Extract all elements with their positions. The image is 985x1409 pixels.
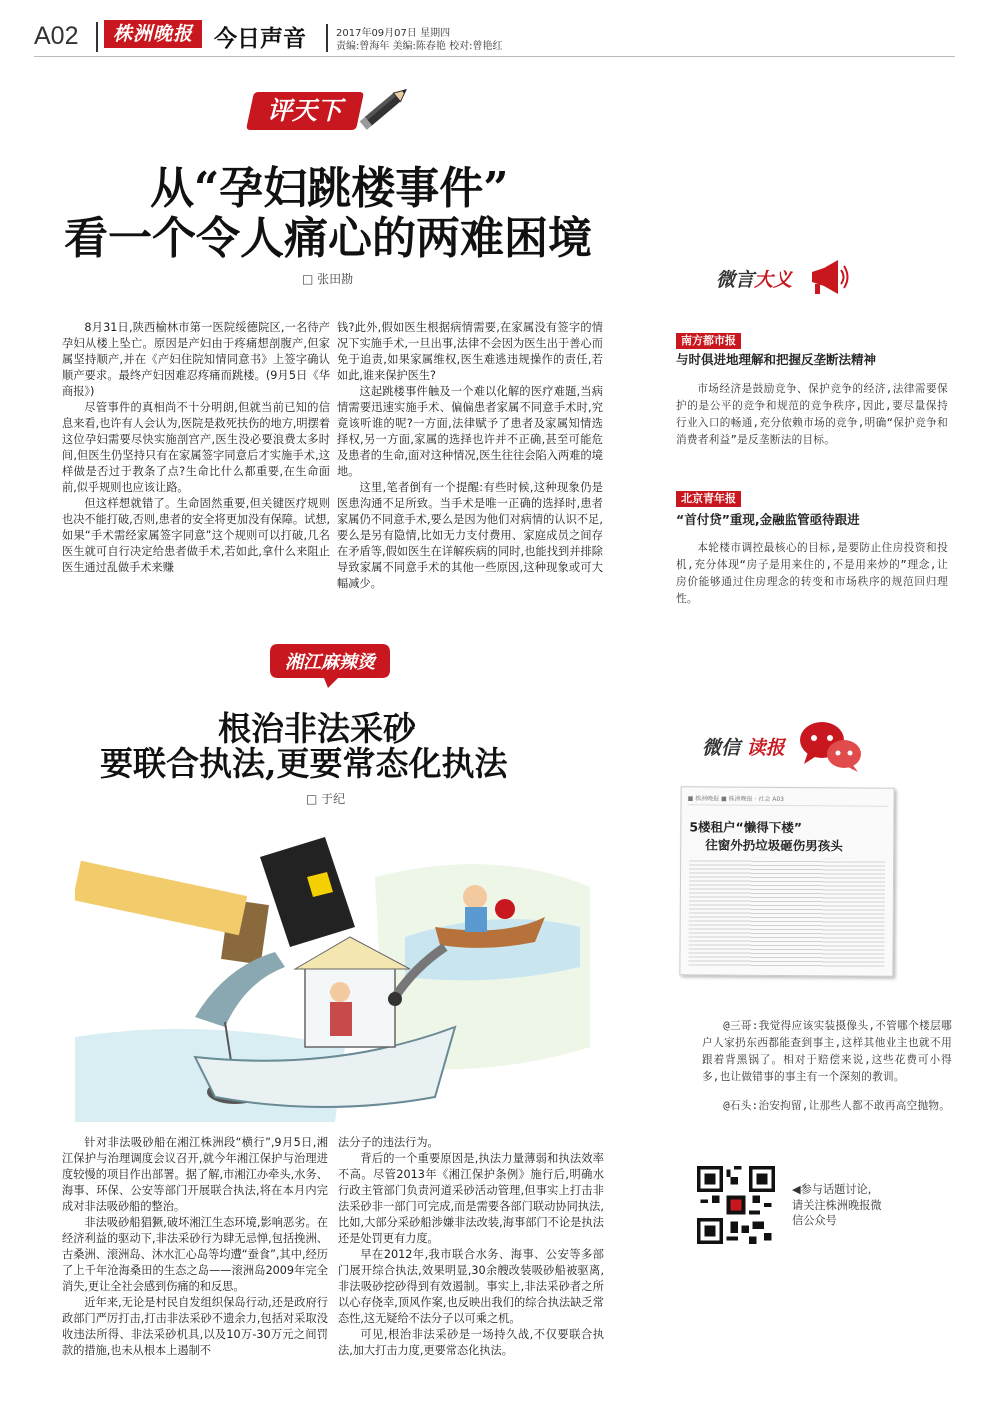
headline-line-2: 看一个令人痛心的两难困境 bbox=[64, 213, 592, 264]
paragraph: 这里,笔者倒有一个提醒:有些时候,这种现象仍是医患沟通不足所致。当手术是唯一正确的选择时,患者家属仍不同意手术,要么是因为他们对病情的认识不足,要么是另有隐情,比如无力支付费用、家庭成员之间存在矛盾等,假如医生在详解疾病的同时,也能找到并排除导致家属不同意手术的其他一些原因,这种现象或可大幅减少。 bbox=[337, 481, 603, 590]
headline-line-1: 根治非法采砂 bbox=[218, 709, 416, 748]
column-label-weiyandayi bbox=[716, 265, 792, 292]
headline-line-2: 要联合执法,更要常态化执法 bbox=[100, 744, 508, 783]
paragraph: 尽管事件的真相尚不十分明朗,但就当前已知的信息来看,也许有人会认为,医院是救死扶伤的地方,明摆着这位孕妇需要尽快实施剖宫产,医生没必要浪费太多时间,但医生仍坚持只有在家属签字同意后才实施手术,这样做是否过于教条了点?生命比什么都重要,在生命面前,似乎规则也应该让路。 bbox=[62, 401, 330, 494]
label-prefix: 微信 bbox=[702, 737, 741, 759]
label-accent: 大义 bbox=[754, 269, 793, 291]
article-column-2 bbox=[338, 1135, 604, 1359]
column-label-xiangjiang: 湘江麻辣烫 bbox=[285, 652, 375, 673]
column-label-text: 评天下 bbox=[267, 96, 343, 125]
excerpt-quote bbox=[676, 381, 948, 449]
megaphone-icon bbox=[806, 256, 850, 300]
section-title: 今日声音 bbox=[214, 26, 306, 52]
column-label-weixin-dubao bbox=[702, 733, 785, 760]
article-column-1 bbox=[62, 1135, 328, 1359]
qr-code[interactable] bbox=[697, 1166, 775, 1244]
reader-comment: @石头:治安拘留,让那些人都不敢再高空抛物。 bbox=[723, 1100, 951, 1112]
clipping-title-line-2: 往窗外扔垃圾砸伤男孩头 bbox=[705, 837, 843, 854]
paragraph: 针对非法吸砂船在湘江株洲段“横行”,9月5日,湘江保护与治理调度会议召开,就今年湘江保护与治理进度较慢的项目作出部署。据了解,市湘江办牵头,水务、海事、环保、公安等部门开展联合执法,将在本月内完成对非法吸砂船的整治。 bbox=[62, 1136, 328, 1213]
byline: □ 于纪 bbox=[306, 792, 346, 806]
reader-comments bbox=[702, 1018, 952, 1115]
issue-date: 2017年09月07日 星期四 bbox=[336, 28, 451, 39]
clipping-header: ■ 株洲晚报 ■ 株洲晚报 · 社会 A03 bbox=[688, 793, 888, 806]
pencil-icon bbox=[355, 78, 415, 138]
header-rule bbox=[34, 56, 955, 57]
paragraph: 8月31日,陕西榆林市第一医院绥德院区,一名待产孕妇从楼上坠亡。原因是产妇由于疼痛想剖腹产,但家属坚持顺产,并在《产妇住院知情同意书》上签字确认顺产要求。最终产妇因难忍疼痛而跳楼。(9月5日《华商报》) bbox=[62, 321, 330, 398]
quote-text: 市场经济是鼓励竞争、保护竞争的经济,法律需要保护的是公平的竞争和规范的竞争秩序,因此,要尽量保持行业入口的畅通,充分依赖市场的竞争,明确“保护竞争和消费者利益”是反垄断法的目标。 bbox=[676, 383, 948, 446]
header-divider bbox=[96, 22, 98, 52]
paragraph: 近年来,无论是村民自发组织保岛行动,还是政府行政部门严厉打击,打击非法采砂不遗余力,包括对采取没收违法所得、非法采砂机具,以及10万-30万元之间罚款的措施,也未从根本上遏制不 bbox=[62, 1296, 328, 1357]
paragraph: 但这样想就错了。生命固然重要,但关键医疗规则也决不能打破,否则,患者的安全将更加没有保障。试想,如果“手术需经家属签字同意”这个规则可以打破,几名医生就可自行决定给患者做手术,若如此,拿什么来阻止医生通过乱做手术来赚 bbox=[62, 497, 330, 574]
header-divider bbox=[326, 24, 328, 52]
article-column-2 bbox=[337, 320, 603, 592]
excerpt-headline: “首付贷”重现,金融监管亟待跟进 bbox=[676, 512, 860, 527]
masthead-logo: 株洲晚报 bbox=[104, 20, 202, 48]
paragraph: 早在2012年,我市联合水务、海事、公安等多部门展开综合执法,效果明显,30余艘改装吸砂船被驱离,非法吸砂挖砂得到有效遏制。事实上,非法采砂者之所以心存侥幸,顶风作案,也反映出我们的综合执法缺乏常态性,这无疑给不法分子以可乘之机。 bbox=[338, 1248, 604, 1325]
excerpt-quote bbox=[676, 540, 948, 608]
clipping-title-line-1: 5楼租户“懒得下楼” bbox=[689, 819, 803, 836]
excerpt-headline: 与时俱进地理解和把握反垄断法精神 bbox=[676, 352, 877, 367]
newspaper-clipping bbox=[679, 786, 894, 976]
paragraph: 背后的一个重要原因是,执法力量薄弱和执法效率不高。尽管2013年《湘江保护条例》施行后,明确水行政主管部门负责河道采砂活动管理,但事实上打击非法采砂非一部门可完成,而是需要各部门联动协同执法,比如,大部分采砂船涉嫌非法改装,海事部门不论是执法还是处罚更有力度。 bbox=[338, 1152, 604, 1245]
column-label-pingtianxia bbox=[246, 92, 364, 130]
clipping-body-texture bbox=[688, 857, 885, 968]
label-accent: 读报 bbox=[746, 737, 785, 759]
byline: □ 张田勘 bbox=[302, 272, 354, 286]
paragraph: 钱?此外,假如医生根据病情需要,在家属没有签字的情况下实施手术,一旦出事,法律不会因为医生出于善心而免于追责,如果家属维权,医生难逃违规操作的责任,若如此,谁来保护医生? bbox=[337, 321, 603, 382]
hammer-icon bbox=[75, 837, 355, 964]
source-tag: 北京青年报 bbox=[676, 491, 741, 507]
wechat-icon bbox=[798, 718, 862, 774]
reader-comment: @三哥:我觉得应该实装摄像头,不管哪个楼层哪户人家扔东西都能查到事主,这样其他业主也就不用跟着背黑锅了。相对于赔偿来说,这些花费可小得多,也让做错事的事主有一个深刻的教训。 bbox=[702, 1020, 952, 1083]
article-column-1 bbox=[62, 320, 330, 576]
cartoon-illustration bbox=[75, 817, 590, 1122]
quote-text: 本轮楼市调控最核心的目标,是要防止住房投资和投机,充分体现“房子是用来住的,不是用来炒的”理念,让房价能够通过住房理念的转变和市场秩序的规范回归理性。 bbox=[676, 542, 948, 605]
paragraph: 这起跳楼事件触及一个难以化解的医疗难题,当病情需要迅速实施手术、偏偏患者家属不同意手术时,究竟该听谁的呢?一方面,法律赋予了患者及家属知情选择权,另一方面,家属的选择也许并不正确,甚至可能危及患者的生命,面对这种情况,医生往往会陷入两难的境地。 bbox=[337, 385, 603, 478]
label-prefix: 微言 bbox=[716, 269, 755, 291]
headline-line-1: 从“孕妇跳楼事件” bbox=[150, 163, 509, 214]
editor-credits: 责编:曾海年 美编:陈春艳 校对:曾艳红 bbox=[336, 41, 503, 52]
paragraph: 法分子的违法行为。 bbox=[338, 1136, 439, 1149]
qr-caption: ◀参与话题讨论,请关注株洲晚报微信公众号 bbox=[792, 1183, 882, 1227]
page-number: A02 bbox=[34, 22, 79, 50]
paragraph: 非法吸砂船猖獗,破坏湘江生态环境,影响恶劣。在经济利益的驱动下,非法采砂行为肆无忌惮,包括挽洲、古桑洲、滚洲岛、沐水汇心岛等均遭“蚕食”,其中,经历了上千年沧海桑田的生态之岛——滚洲岛2009年完全消失,更让全社会感到伤痛的和反思。 bbox=[62, 1216, 328, 1293]
source-tag: 南方都市报 bbox=[676, 333, 741, 349]
paragraph: 可见,根治非法采砂是一场持久战,不仅要联合执法,加大打击力度,更要常态化执法。 bbox=[338, 1328, 604, 1357]
